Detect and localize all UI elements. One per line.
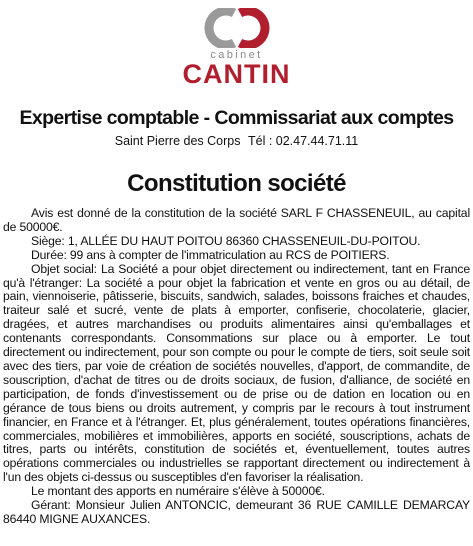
firm-phone: Tél : 02.47.44.71.11 — [247, 134, 359, 148]
firm-contact — [0, 133, 473, 149]
notice-paragraph-apports: Le montant des apports en numéraire s'élève à 50000€. — [31, 484, 325, 499]
logo-name: CANTIN — [182, 59, 291, 89]
firm-city: Saint Pierre des Corps — [114, 134, 241, 148]
notice-paragraph-siege: Siège: 1, ALLÉE DU HAUT POITOU 86360 CHASSENEUIL-DU-POITOU. — [31, 233, 421, 248]
cabinet-cantin-logo — [0, 8, 473, 88]
firm-tagline: Expertise comptable - Commissariat aux comptes — [19, 107, 454, 129]
logo-subtitle: cabinet — [210, 49, 263, 61]
notice-paragraph-constitution: Avis est donné de la constitution de la société SARL F CHASSENEUIL, au capital de 50000€. — [3, 206, 470, 234]
logo-mark-icon — [204, 8, 270, 48]
notice-paragraph-duree: Durée: 99 ans à compter de l'immatriculation au RCS de POITIERS. — [31, 247, 390, 262]
notice-body — [3, 207, 470, 527]
notice-title: Constitution société — [127, 170, 346, 197]
notice-paragraph-gerant: Gérant: Monsieur Julien ANTONCIC, demeurant 36 RUE CAMILLE DEMARCAY 86440 MIGNE AUXANCES. — [3, 498, 470, 526]
notice-paragraph-objet: Objet social: La Société a pour objet directement ou indirectement, tant en France qu'à l'étranger: La société a pour objet la fabrication et vente en gros ou au détail, de pain, viennoiserie, pâtisserie, biscuits, sandwich, salades, boissons fraiches et chaudes, traiteur salé et sucré, vente de plats à emporter, confiserie, chocolaterie, glacier, dragées, et autres marchandises ou produits alimentaires ainsi qu'emballages et contenants correspondants. Consommations sur place ou à emporter. Le tout directement ou indirectement, pour son compte ou pour le compte de tiers, soit seule soit avec des tiers, par voie de création de sociétés nouvelles, d'apport, de commandite, de souscription, d'achat de titres ou de droits sociaux, de fusion, d'alliance, de société en participation, de fonds d'investissement ou de prise ou de dation en location ou en gérance de tous biens ou droits autrement, y compris par le recours à tout instrument financier, en France et à l'étranger. Et, plus généralement, toutes opérations financières, commerciales, mobilières et immobilières, apports en société, souscriptions, achats de titres, parts ou intérêts, constitution de sociétés et, éventuellement, toutes autres opérations commerciales ou industrielles se rapportant directement ou indirectement à l'un des objets ci-dessus ou susceptibles d'en favoriser la réalisation. — [3, 261, 470, 485]
